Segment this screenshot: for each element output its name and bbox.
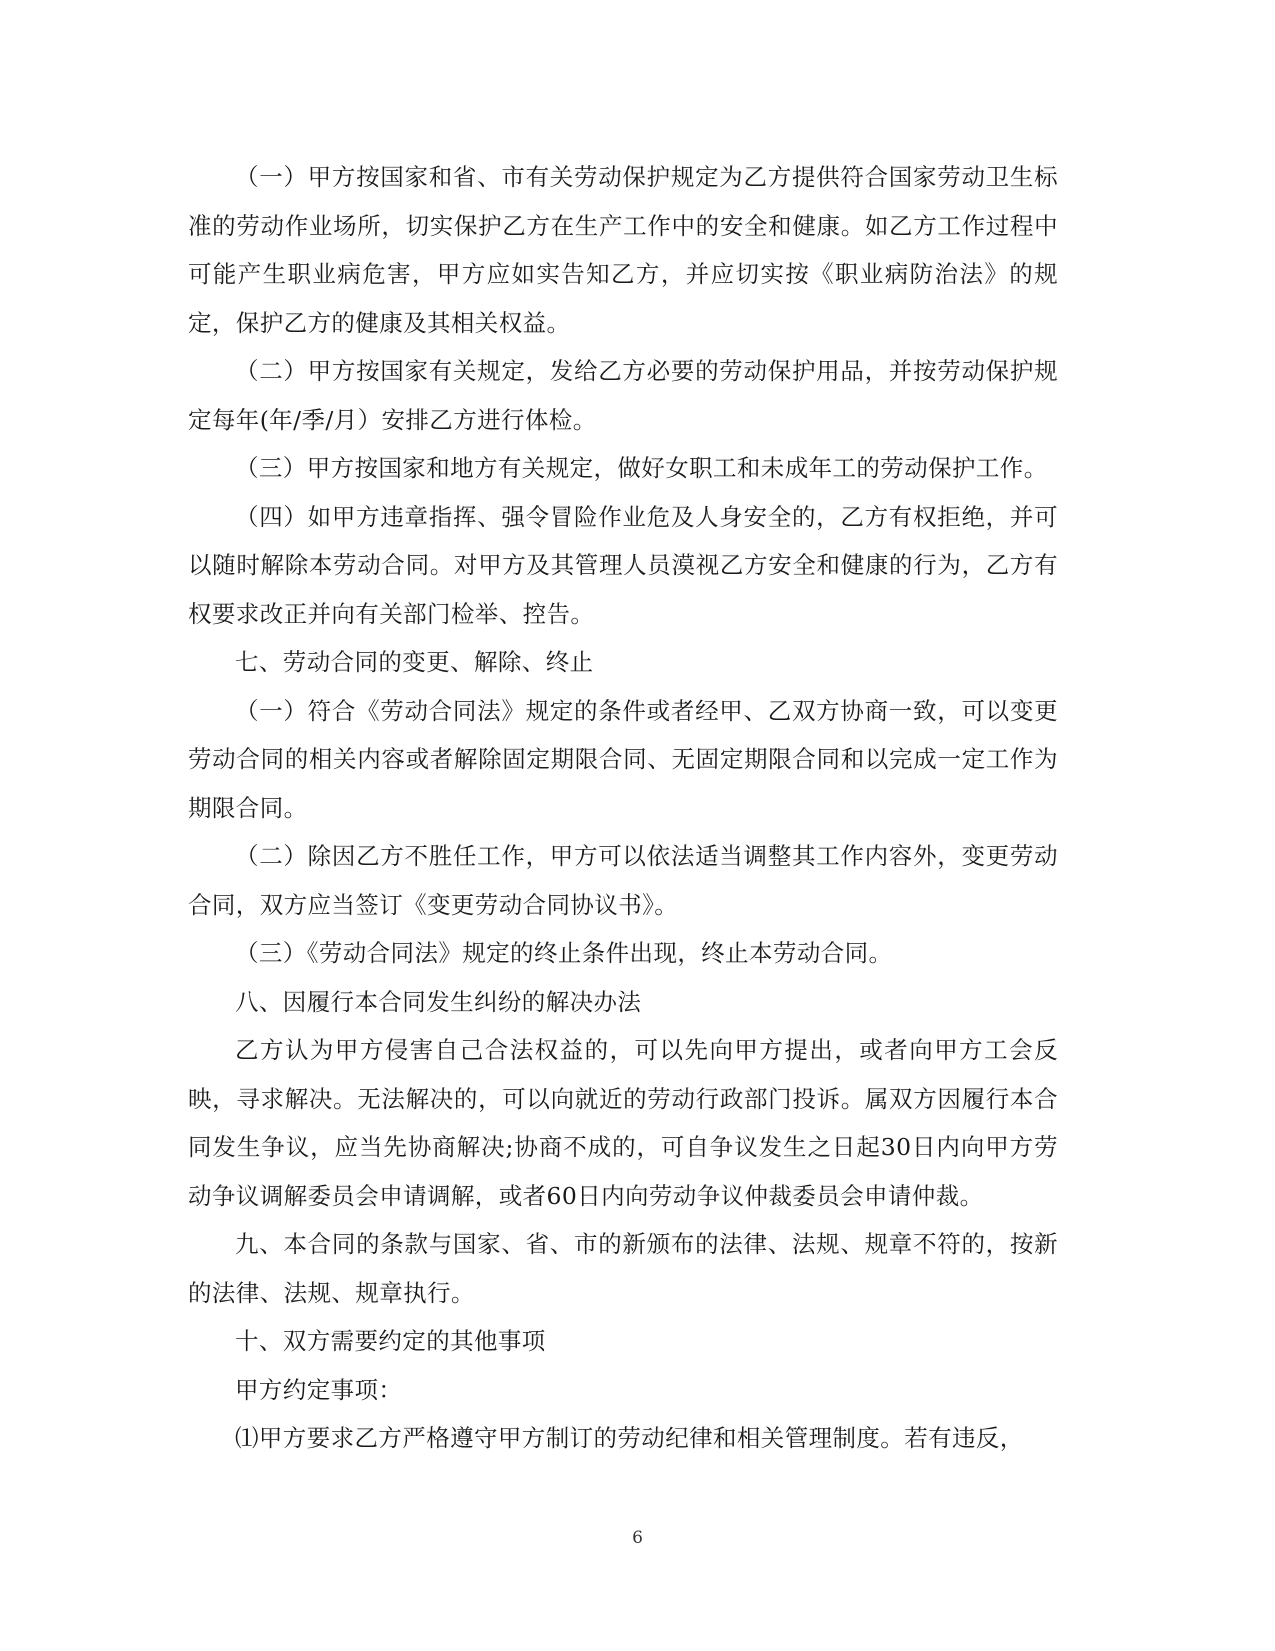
section-heading-8: 八、因履行本合同发生纠纷的解决办法 [235,987,642,1016]
paragraph-labor-protection-1: （一）甲方按国家和省、市有关劳动保护规定为乙方提供符合国家劳动卫生标准的劳动作业场所，切实保护乙方在生产工作中的安全和健康。如乙方工作过程中可能产生职业病危害，甲方应如实告知乙方，并应切实按《职业病防治法》的规定，保护乙方的健康及其相关权益。 [188,163,1058,337]
paragraph-contract-change-1: （一）符合《劳动合同法》规定的条件或者经甲、乙双方协商一致，可以变更劳动合同的相关内容或者解除固定期限合同、无固定期限合同和以完成一定工作为期限合同。 [188,696,1058,822]
paragraph-labor-protection-2: （二）甲方按国家有关规定，发给乙方必要的劳动保护用品，并按劳动保护规定每年(年/季/月）安排乙方进行体检。 [188,357,1058,434]
party-a-term-1: ⑴甲方要求乙方严格遵守甲方制订的劳动纪律和相关管理制度。若有违反， [235,1424,1024,1452]
paragraph-labor-protection-3: （三）甲方按国家和地方有关规定，做好女职工和未成年工的劳动保护工作。 [235,454,1048,482]
paragraph-labor-protection-4: （四）如甲方违章指挥、强令冒险作业危及人身安全的，乙方有权拒绝，并可以随时解除本劳动合同。对甲方及其管理人员漠视乙方安全和健康的行为，乙方有权要求改正并向有关部门检举、控告。 [188,502,1058,628]
section-heading-10: 十、双方需要约定的其他事项 [235,1327,546,1355]
paragraph-contract-change-3: （三）《劳动合同法》规定的终止条件出现，终止本劳动合同。 [235,939,893,967]
party-a-terms-heading: 甲方约定事项： [235,1375,403,1404]
page-number: 6 [632,1528,643,1548]
section-heading-7: 七、劳动合同的变更、解除、终止 [235,648,594,676]
paragraph-contract-change-2: （二）除因乙方不胜任工作，甲方可以依法适当调整其工作内容外，变更劳动合同，双方应当签订《变更劳动合同协议书》。 [188,842,1058,919]
paragraph-dispute-resolution: 乙方认为甲方侵害自己合法权益的，可以先向甲方提出，或者向甲方工会反映，寻求解决。无法解决的，可以向就近的劳动行政部门投诉。属双方因履行本合同发生争议，应当先协商解决;协商不成的，可自争议发生之日起30日内向甲方劳动争议调解委员会申请调解，或者60日内向劳动争议仲裁委员会申请仲裁。 [188,1036,1058,1210]
section-heading-9: 九、本合同的条款与国家、省、市的新颁布的法律、法规、规章不符的，按新的法律、法规、规章执行。 [188,1230,1058,1307]
document-body [188,153,1058,1463]
